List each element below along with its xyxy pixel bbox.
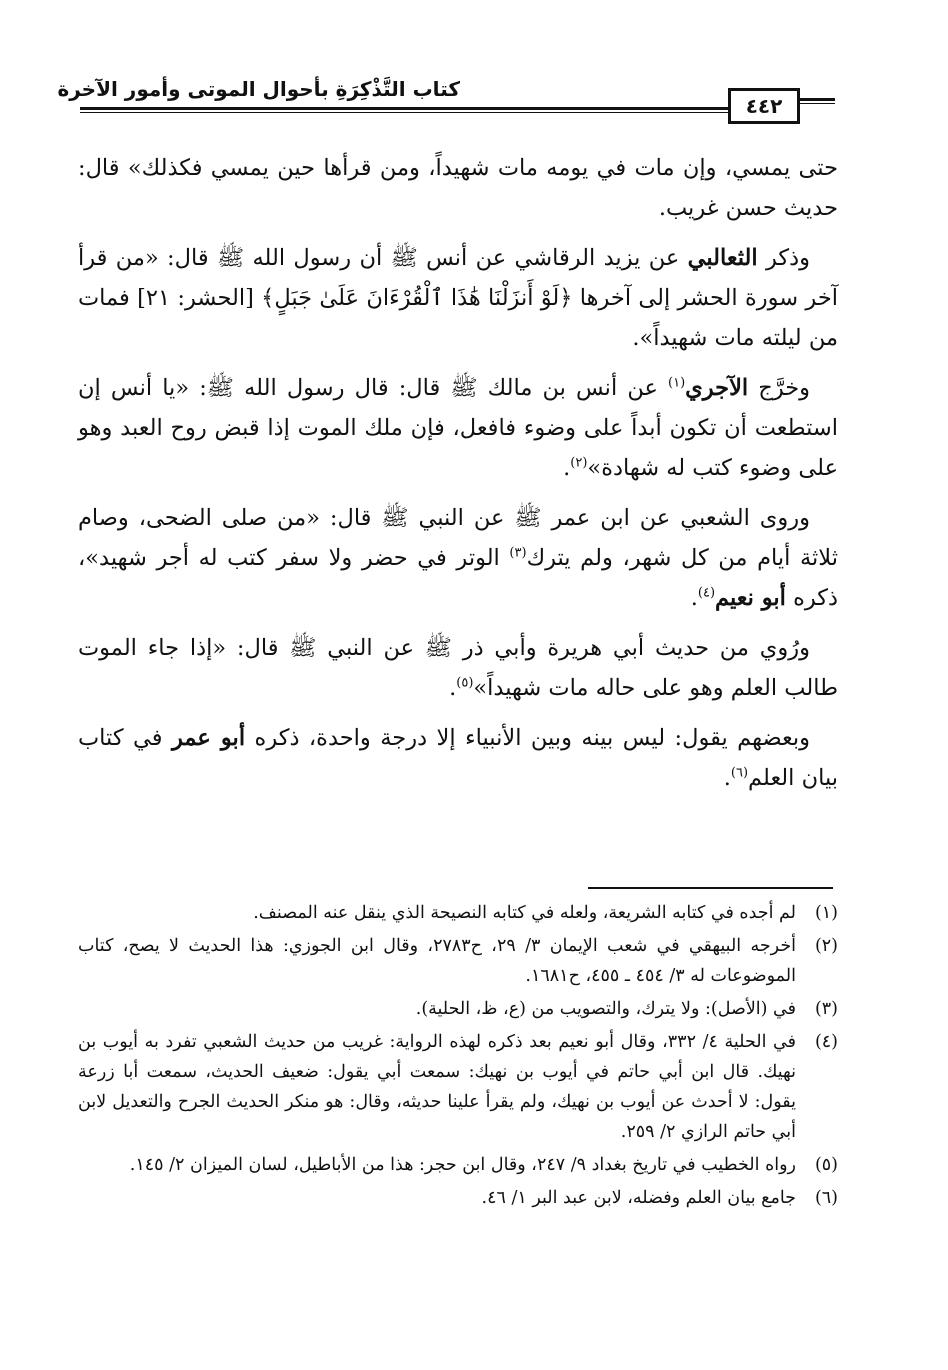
header-rule-right-thin xyxy=(800,103,835,104)
footnote-ref: (١) xyxy=(668,375,686,391)
header-rule-thin xyxy=(80,112,730,113)
footnote-text: لم أجده في كتابه الشريعة، ولعله في كتابه النصيحة الذي ينقل عنه المصنف. xyxy=(253,903,796,923)
footnote xyxy=(78,1183,838,1213)
author-name: الثعالبي xyxy=(687,245,758,271)
footnote-text: في (الأصل): ولا يترك، والتصويب من (ع، ظ، الحلية). xyxy=(415,999,796,1019)
footnote xyxy=(78,994,838,1024)
main-text xyxy=(78,148,838,808)
paragraph: وخرَّج الآجري$^{(١)}$ عن أنس بن مالك ﷺ قال: قال رسول الله ﷺ: «يا أنس إن استطعت أن تكون أبداً على وضوء فافعل، فإن ملك الموت إذا قبض روح العبد وهو على وضوء كتب له شهادة»$^{(٢)}$. xyxy=(78,375,838,481)
footnote xyxy=(78,1027,838,1147)
footnote-text: جامع بيان العلم وفضله، لابن عبد البر ١/ ٤٦. xyxy=(481,1188,796,1208)
paragraph: وبعضهم يقول: ليس بينه وبين الأنبياء إلا درجة واحدة، ذكره أبو عمر في كتاب بيان العلم$^{(٦)}$. xyxy=(78,725,838,791)
footnote-ref: (٢) xyxy=(570,455,588,471)
footnote-text: أخرجه البيهقي في شعب الإيمان ٣/ ٢٩، ح٢٧٨٣، وقال ابن الجوزي: هذا الحديث لا يصح، كتاب الموضوعات له ٣/ ٤٥٤ ـ ٤٥٥، ح١٦٨١. xyxy=(78,936,796,986)
footnote-ref: (٥) xyxy=(456,675,474,691)
footnote-number: (٤) xyxy=(814,1032,838,1052)
paragraph: ورُوي من حديث أبي هريرة وأبي ذر ﷺ عن النبي ﷺ قال: «إذا جاء الموت طالب العلم وهو على حاله مات شهيداً»$^{(٥)}$. xyxy=(78,635,838,701)
footnote-number: (١) xyxy=(814,903,838,923)
footnote-ref: (٤) xyxy=(697,585,716,601)
header-rule-right xyxy=(800,98,835,101)
author-name: أبو عمر xyxy=(171,725,246,751)
paragraph: وروى الشعبي عن ابن عمر ﷺ عن النبي ﷺ قال: «من صلى الضحى، وصام ثلاثة أيام من كل شهر، ولم يترك$^{(٣)}$ الوتر في حضر ولا سفر كتب له أجر شهيد»، ذكره أبو نعيم$^{(٤)}$. xyxy=(78,505,838,611)
footnote-divider xyxy=(588,887,833,889)
footnote-number: (٢) xyxy=(814,936,838,956)
footnote-ref: (٣) xyxy=(509,545,527,561)
paragraph: وذكر الثعالبي عن يزيد الرقاشي عن أنس ﷺ أن رسول الله ﷺ قال: «من قرأ آخر سورة الحشر إلى آخرها ﴿لَوْ أَنزَلْنَا هَٰذَا ٱلْقُرْءَانَ عَلَىٰ جَبَلٍ﴾ [الحشر: ٢١] فمات من ليلته مات شهيداً». xyxy=(78,245,838,351)
page-number: ٤٤٢ xyxy=(728,88,800,124)
footnote xyxy=(78,931,838,991)
footnote xyxy=(78,1150,838,1180)
author-name: الآجري xyxy=(685,375,749,401)
author-name: أبو نعيم xyxy=(715,585,786,611)
footnote-text: في الحلية ٤/ ٣٣٢، وقال أبو نعيم بعد ذكره لهذه الرواية: غريب من حديث الشعبي تفرد به أيوب بن نهيك. قال ابن أبي حاتم في أيوب بن نهيك: سمعت أبي يقول: ضعيف الحديث، سمعت أبا زرعة يقول: لا أحدث عن أيوب بن نهيك، ولم يقرأ علينا حديثه، وقال: هو منكر الحديث الجرح والتعديل لابن أبي حاتم الرازي ٢/ ٢٥٩. xyxy=(78,1032,797,1142)
paragraph: حتى يمسي، وإن مات في يومه مات شهيداً، ومن قرأها حين يمسي فكذلك» قال: حديث حسن غريب. xyxy=(78,155,838,221)
footnote-number: (٥) xyxy=(814,1155,838,1175)
page-header xyxy=(57,70,835,125)
running-title: كتاب التَّذْكِرَةِ بأحوال الموتى وأمور الآخرة xyxy=(57,77,460,101)
footnote-number: (٣) xyxy=(814,999,838,1019)
footnote-ref: (٦) xyxy=(730,765,749,781)
footnotes xyxy=(78,898,838,1216)
footnote-number: (٦) xyxy=(814,1188,838,1208)
header-rule xyxy=(80,107,730,110)
footnote-text: رواه الخطيب في تاريخ بغداد ٩/ ٢٤٧، وقال ابن حجر: هذا من الأباطيل، لسان الميزان ٢/ ١٤٥. xyxy=(129,1155,796,1175)
footnote xyxy=(78,898,838,928)
